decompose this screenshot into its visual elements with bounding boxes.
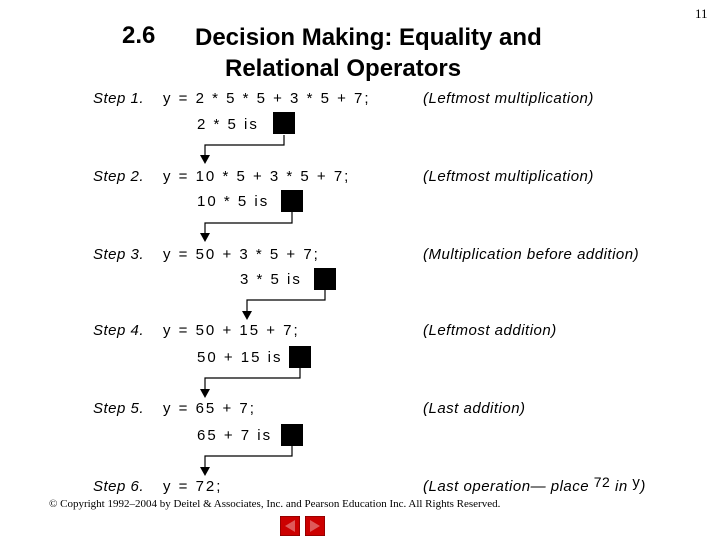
arrow-step3-to-step4 — [247, 290, 325, 314]
intermediate-expression: 65 + 7 is — [197, 427, 273, 444]
step-expression: y = 65 + 7; — [163, 400, 256, 417]
intermediate-expression: 10 * 5 is — [197, 193, 270, 210]
step-expression: y = 50 + 15 + 7; — [163, 322, 300, 339]
result-box — [281, 190, 303, 212]
intermediate-expression: 3 * 5 is — [240, 271, 302, 288]
step-note: (Leftmost addition) — [423, 322, 557, 339]
step-note-mid: in — [610, 478, 633, 495]
step-label: Step 1. — [93, 90, 145, 107]
step-expression: y = 10 * 5 + 3 * 5 + 7; — [163, 168, 351, 185]
step-expression: y = 50 + 3 * 5 + 7; — [163, 246, 320, 263]
result-box — [273, 112, 295, 134]
step-note-prefix: (Last operation— place — [423, 478, 594, 495]
intermediate-expression: 50 + 15 is — [197, 349, 283, 366]
arrowhead-icon — [200, 155, 210, 164]
intermediate-expression: 2 * 5 is — [197, 116, 259, 133]
arrowhead-icon — [200, 233, 210, 242]
step-expression: y = 2 * 5 * 5 + 3 * 5 + 7; — [163, 90, 371, 107]
arrow-step2-to-step3 — [205, 212, 292, 236]
section-number: 2.6 — [122, 22, 156, 49]
step-note: (Leftmost multiplication) — [423, 168, 594, 185]
copyright-notice: © Copyright 1992–2004 by Deitel & Associates, Inc. and Pearson Education Inc. All Rights Reserved. — [49, 498, 501, 510]
arrowhead-icon — [200, 467, 210, 476]
result-box — [314, 268, 336, 290]
step-label: Step 3. — [93, 246, 145, 263]
step-note: (Leftmost multiplication) — [423, 90, 594, 107]
arrowhead-icon — [242, 311, 252, 320]
previous-slide-button[interactable] — [280, 516, 300, 536]
page-number: 11 — [695, 6, 708, 21]
arrow-step5-to-step6 — [205, 446, 292, 470]
step-expression: y = 72; — [163, 478, 223, 495]
step-note-suffix: ) — [640, 478, 646, 495]
step-note — [423, 474, 646, 495]
step-note: (Multiplication before addition) — [423, 246, 640, 263]
result-box — [289, 346, 311, 368]
step-label: Step 6. — [93, 478, 145, 495]
step-label: Step 5. — [93, 400, 145, 417]
slide-title-line-2: Relational Operators — [225, 55, 462, 82]
next-slide-button[interactable] — [305, 516, 325, 536]
arrowhead-icon — [200, 389, 210, 398]
variable-name: y — [632, 474, 641, 491]
step-label: Step 4. — [93, 322, 145, 339]
step-note: (Last addition) — [423, 400, 526, 417]
arrow-step1-to-step2 — [205, 135, 284, 158]
slide-title-line-1: Decision Making: Equality and — [195, 24, 542, 51]
arrow-step4-to-step5 — [205, 368, 300, 392]
result-value: 72 — [593, 474, 611, 490]
step-label: Step 2. — [93, 168, 145, 185]
result-box — [281, 424, 303, 446]
